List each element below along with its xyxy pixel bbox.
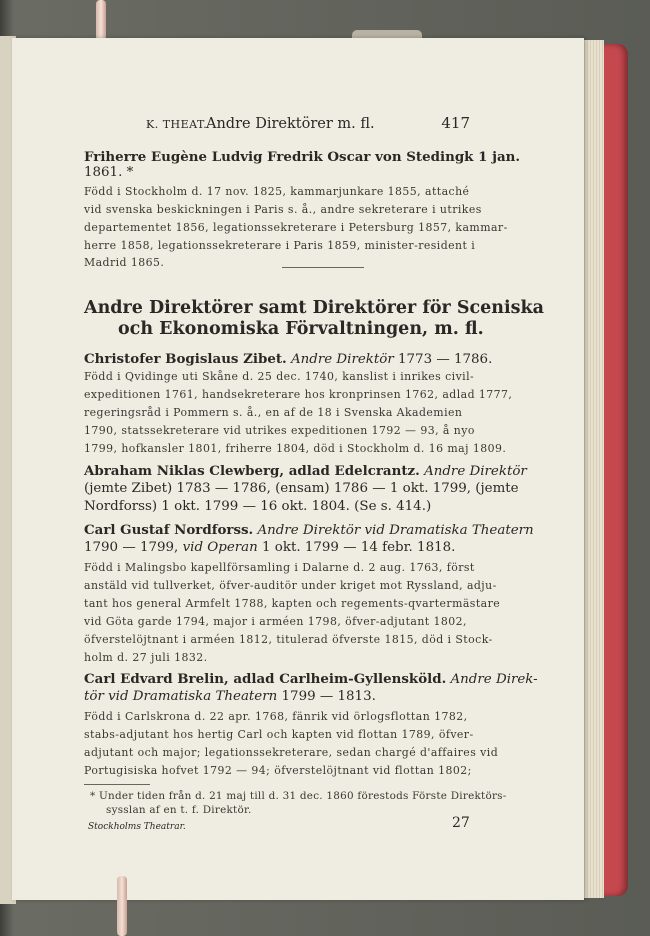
edelcrantz-line3: Nordforss) 1 okt. 1799 — 16 okt. 1804. (Se s. 414.) — [84, 499, 432, 514]
sheet-number: 27 — [452, 815, 470, 831]
nordforss-opera: vid Operan — [182, 540, 258, 555]
stedingk-name-line: Friherre Eugène Ludvig Fredrik Oscar von Stedingk 1 jan. — [84, 149, 521, 165]
nordforss-years-a: 1790 — 1799, — [84, 540, 179, 555]
stedingk-bio-line: Madrid 1865. — [84, 256, 165, 269]
stedingk-bio-line: Född i Stockholm d. 17 nov. 1825, kammarjunkare 1855, attaché — [84, 185, 470, 198]
zibet-bio-line: Född i Qvidinge uti Skåne d. 25 dec. 1740, kanslist i inrikes civil- — [84, 370, 475, 383]
brelin-role2: tör vid Dramatiska Theatern — [84, 689, 278, 704]
brelin-bio-line: Portugisiska hofvet 1792 — 94; öfverstelöjtnant vid flottan 1802; — [84, 764, 472, 777]
nordforss-bio-line: vid Göta garde 1794, major i arméen 1798, öfver-adjutant 1802, — [84, 615, 467, 628]
edelcrantz-line2: (jemte Zibet) 1783 — 1786, (ensam) 1786 — 1 okt. 1799, (jemte — [84, 481, 519, 496]
nordforss-heading — [84, 522, 534, 538]
footnote-rule — [84, 784, 150, 785]
nordforss-bio-line: holm d. 27 juli 1832. — [84, 651, 208, 664]
stedingk-line2: 1861. * — [84, 165, 134, 180]
separator-rule — [282, 267, 364, 268]
footnote-line2: sysslan af en t. f. Direktör. — [106, 804, 252, 816]
stedingk-bio-line: departementet 1856, legationssekreterare i Petersburg 1857, kammar- — [84, 221, 508, 234]
nordforss-role: Andre Direktör vid Dramatiska Theatern — [257, 523, 534, 538]
zibet-heading — [84, 351, 492, 367]
brelin-name: Carl Edvard Brelin, adlad Carlheim-Gyllensköld. — [84, 671, 447, 687]
nordforss-bio-line: tant hos general Armfelt 1788, kapten och regements-qvartermästare — [84, 597, 501, 610]
signature-mark: Stockholms Theatrar. — [88, 822, 186, 832]
bookmark-bottom — [117, 876, 127, 936]
nordforss-bio-line: Född i Malingsbo kapellförsamling i Dalarne d. 2 aug. 1763, först — [84, 561, 475, 574]
zibet-years: 1773 — 1786. — [398, 352, 493, 367]
brelin-bio-line: stabs-adjutant hos hertig Carl och kapten vid flottan 1789, öfver- — [84, 728, 474, 741]
stedingk-bio-line: vid svenska beskickningen i Paris s. å., andre sekreterare i utrikes — [84, 203, 482, 216]
section-heading-line2: och Ekonomiska Förvaltningen, m. fl. — [118, 319, 484, 339]
edelcrantz-heading — [84, 463, 527, 479]
zibet-bio-line: regeringsråd i Pommern s. å., en af de 18 i Svenska Akademien — [84, 406, 463, 419]
brelin-heading — [84, 671, 538, 687]
header-title: Andre Direktörer m. fl. — [206, 116, 375, 132]
brelin-bio-line: Född i Carlskrona d. 22 apr. 1768, fänrik vid örlogsflottan 1782, — [84, 710, 468, 723]
zibet-role: Andre Direktör — [290, 352, 394, 367]
zibet-bio-line: expeditionen 1761, handsekreterare hos kronprinsen 1762, adlad 1777, — [84, 388, 513, 401]
zibet-name: Christofer Bogislaus Zibet. — [84, 351, 287, 367]
stedingk-bio-line: herre 1858, legationssekreterare i Paris 1859, minister-resident i — [84, 239, 476, 252]
brelin-role1: Andre Direk- — [450, 672, 538, 687]
zibet-bio-line: 1799, hofkansler 1801, friherre 1804, död i Stockholm d. 16 maj 1809. — [84, 442, 507, 455]
section-heading-line1: Andre Direktörer samt Direktörer för Sceniska — [84, 298, 544, 318]
zibet-bio-line: 1790, statssekreterare vid utrikes expeditionen 1792 — 93, å nyo — [84, 424, 475, 437]
edelcrantz-name: Abraham Niklas Clewberg, adlad Edelcrantz. — [84, 463, 420, 479]
header-section: K. THEAT. — [146, 118, 208, 131]
nordforss-name: Carl Gustaf Nordforss. — [84, 522, 254, 538]
edelcrantz-role: Andre Direktör — [424, 464, 527, 479]
brelin-bio-line: adjutant och major; legationssekreterare, sedan chargé d'affaires vid — [84, 746, 499, 759]
page-number: 417 — [441, 114, 470, 132]
nordforss-bio-line: anstäld vid tullverket, öfver-auditör under kriget mot Ryssland, adju- — [84, 579, 497, 592]
brelin-line2 — [84, 689, 376, 704]
nordforss-bio-line: öfverstelöjtnant i arméen 1812, titulerad öfverste 1815, död i Stock- — [84, 633, 493, 646]
nordforss-line2 — [84, 540, 455, 555]
nordforss-years-b: 1 okt. 1799 — 14 febr. 1818. — [262, 540, 456, 555]
footnote-line1: * Under tiden från d. 21 maj till d. 31 dec. 1860 förestods Förste Direktörs- — [90, 790, 507, 802]
brelin-years: 1799 — 1813. — [281, 689, 376, 704]
